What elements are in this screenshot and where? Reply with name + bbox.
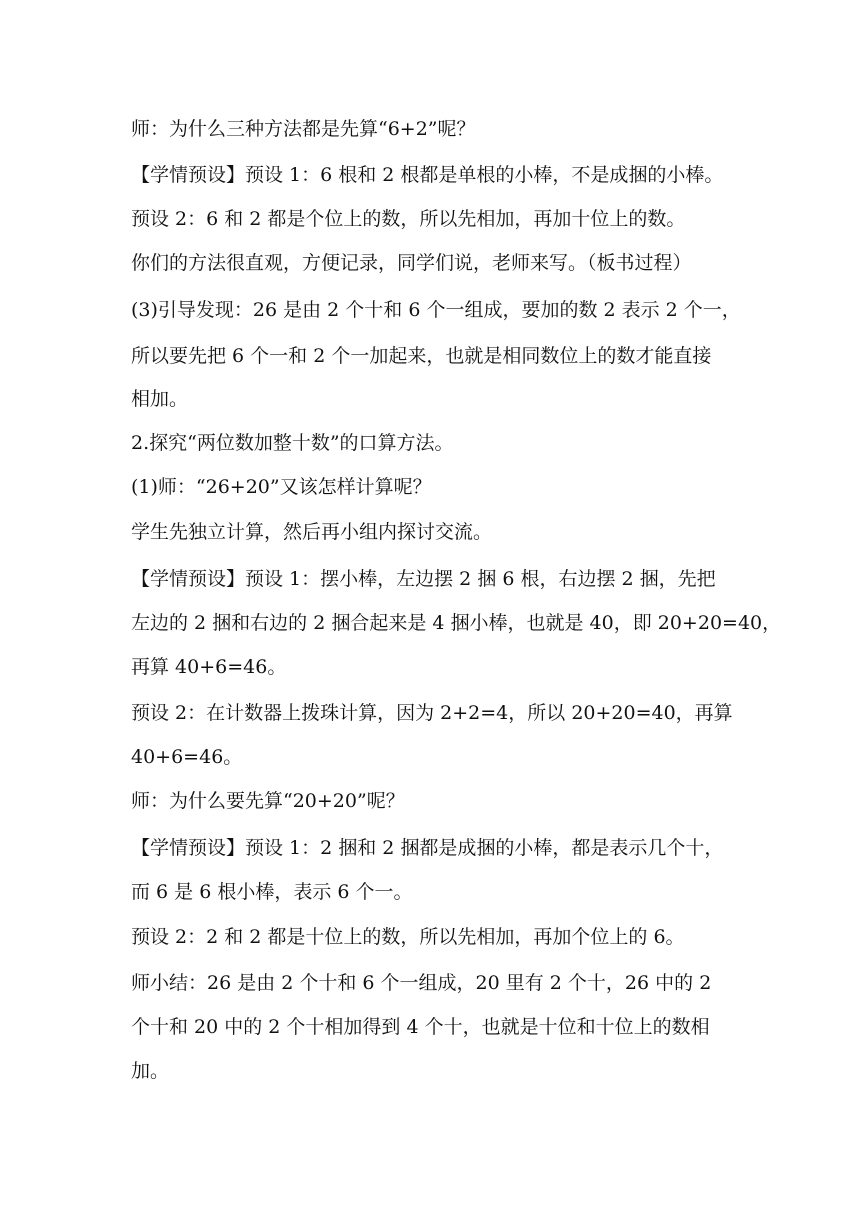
text-line: 2.探究“两位数加整十数”的口算方法。 bbox=[131, 432, 454, 454]
text-line: 个十和 20 中的 2 个十相加得到 4 个十，也就是十位和十位上的数相 bbox=[131, 1016, 710, 1038]
text-line: 师：为什么三种方法都是先算“6+2”呢？ bbox=[131, 118, 476, 140]
text-line: 师小结：26 是由 2 个十和 6 个一组成，20 里有 2 个十，26 中的 2 bbox=[131, 972, 712, 994]
text-line: (3)引导发现：26 是由 2 个十和 6 个一组成，要加的数 2 表示 2 个一， bbox=[131, 299, 741, 321]
text-line: 所以要先把 6 个一和 2 个一加起来，也就是相同数位上的数才能直接 bbox=[131, 345, 712, 367]
text-line: 【学情预设】预设 1：2 捆和 2 捆都是成捆的小棒，都是表示几个十， bbox=[131, 837, 724, 859]
text-line: 【学情预设】预设 1：6 根和 2 根都是单根的小棒，不是成捆的小棒。 bbox=[131, 164, 724, 186]
text-line: 师：为什么要先算“20+20”呢？ bbox=[131, 790, 405, 812]
text-line: (1)师：“26+20”又该怎样计算呢？ bbox=[131, 476, 432, 498]
text-line: 你们的方法很直观，方便记录，同学们说，老师来写。（板书过程） bbox=[131, 252, 692, 274]
text-line: 学生先独立计算，然后再小组内探讨交流。 bbox=[131, 521, 493, 543]
text-line: 40+6=46。 bbox=[131, 746, 243, 768]
text-line: 预设 2：在计数器上拨珠计算，因为 2+2=4，所以 20+20=40，再算 bbox=[131, 702, 733, 724]
text-line: 【学情预设】预设 1：摆小棒，左边摆 2 捆 6 根，右边摆 2 捆，先把 bbox=[131, 568, 716, 590]
text-line: 相加。 bbox=[131, 388, 189, 410]
text-line: 预设 2：6 和 2 都是个位上的数，所以先相加，再加十位上的数。 bbox=[131, 208, 686, 230]
text-line: 左边的 2 捆和右边的 2 捆合起来是 4 捆小棒，也就是 40，即 20+20=40， bbox=[131, 612, 782, 634]
text-line: 再算 40+6=46。 bbox=[131, 656, 287, 678]
text-line: 预设 2：2 和 2 都是十位上的数，所以先相加，再加个位上的 6。 bbox=[131, 926, 685, 948]
text-line: 加。 bbox=[131, 1060, 170, 1082]
text-line: 而 6 是 6 根小棒，表示 6 个一。 bbox=[131, 881, 413, 903]
